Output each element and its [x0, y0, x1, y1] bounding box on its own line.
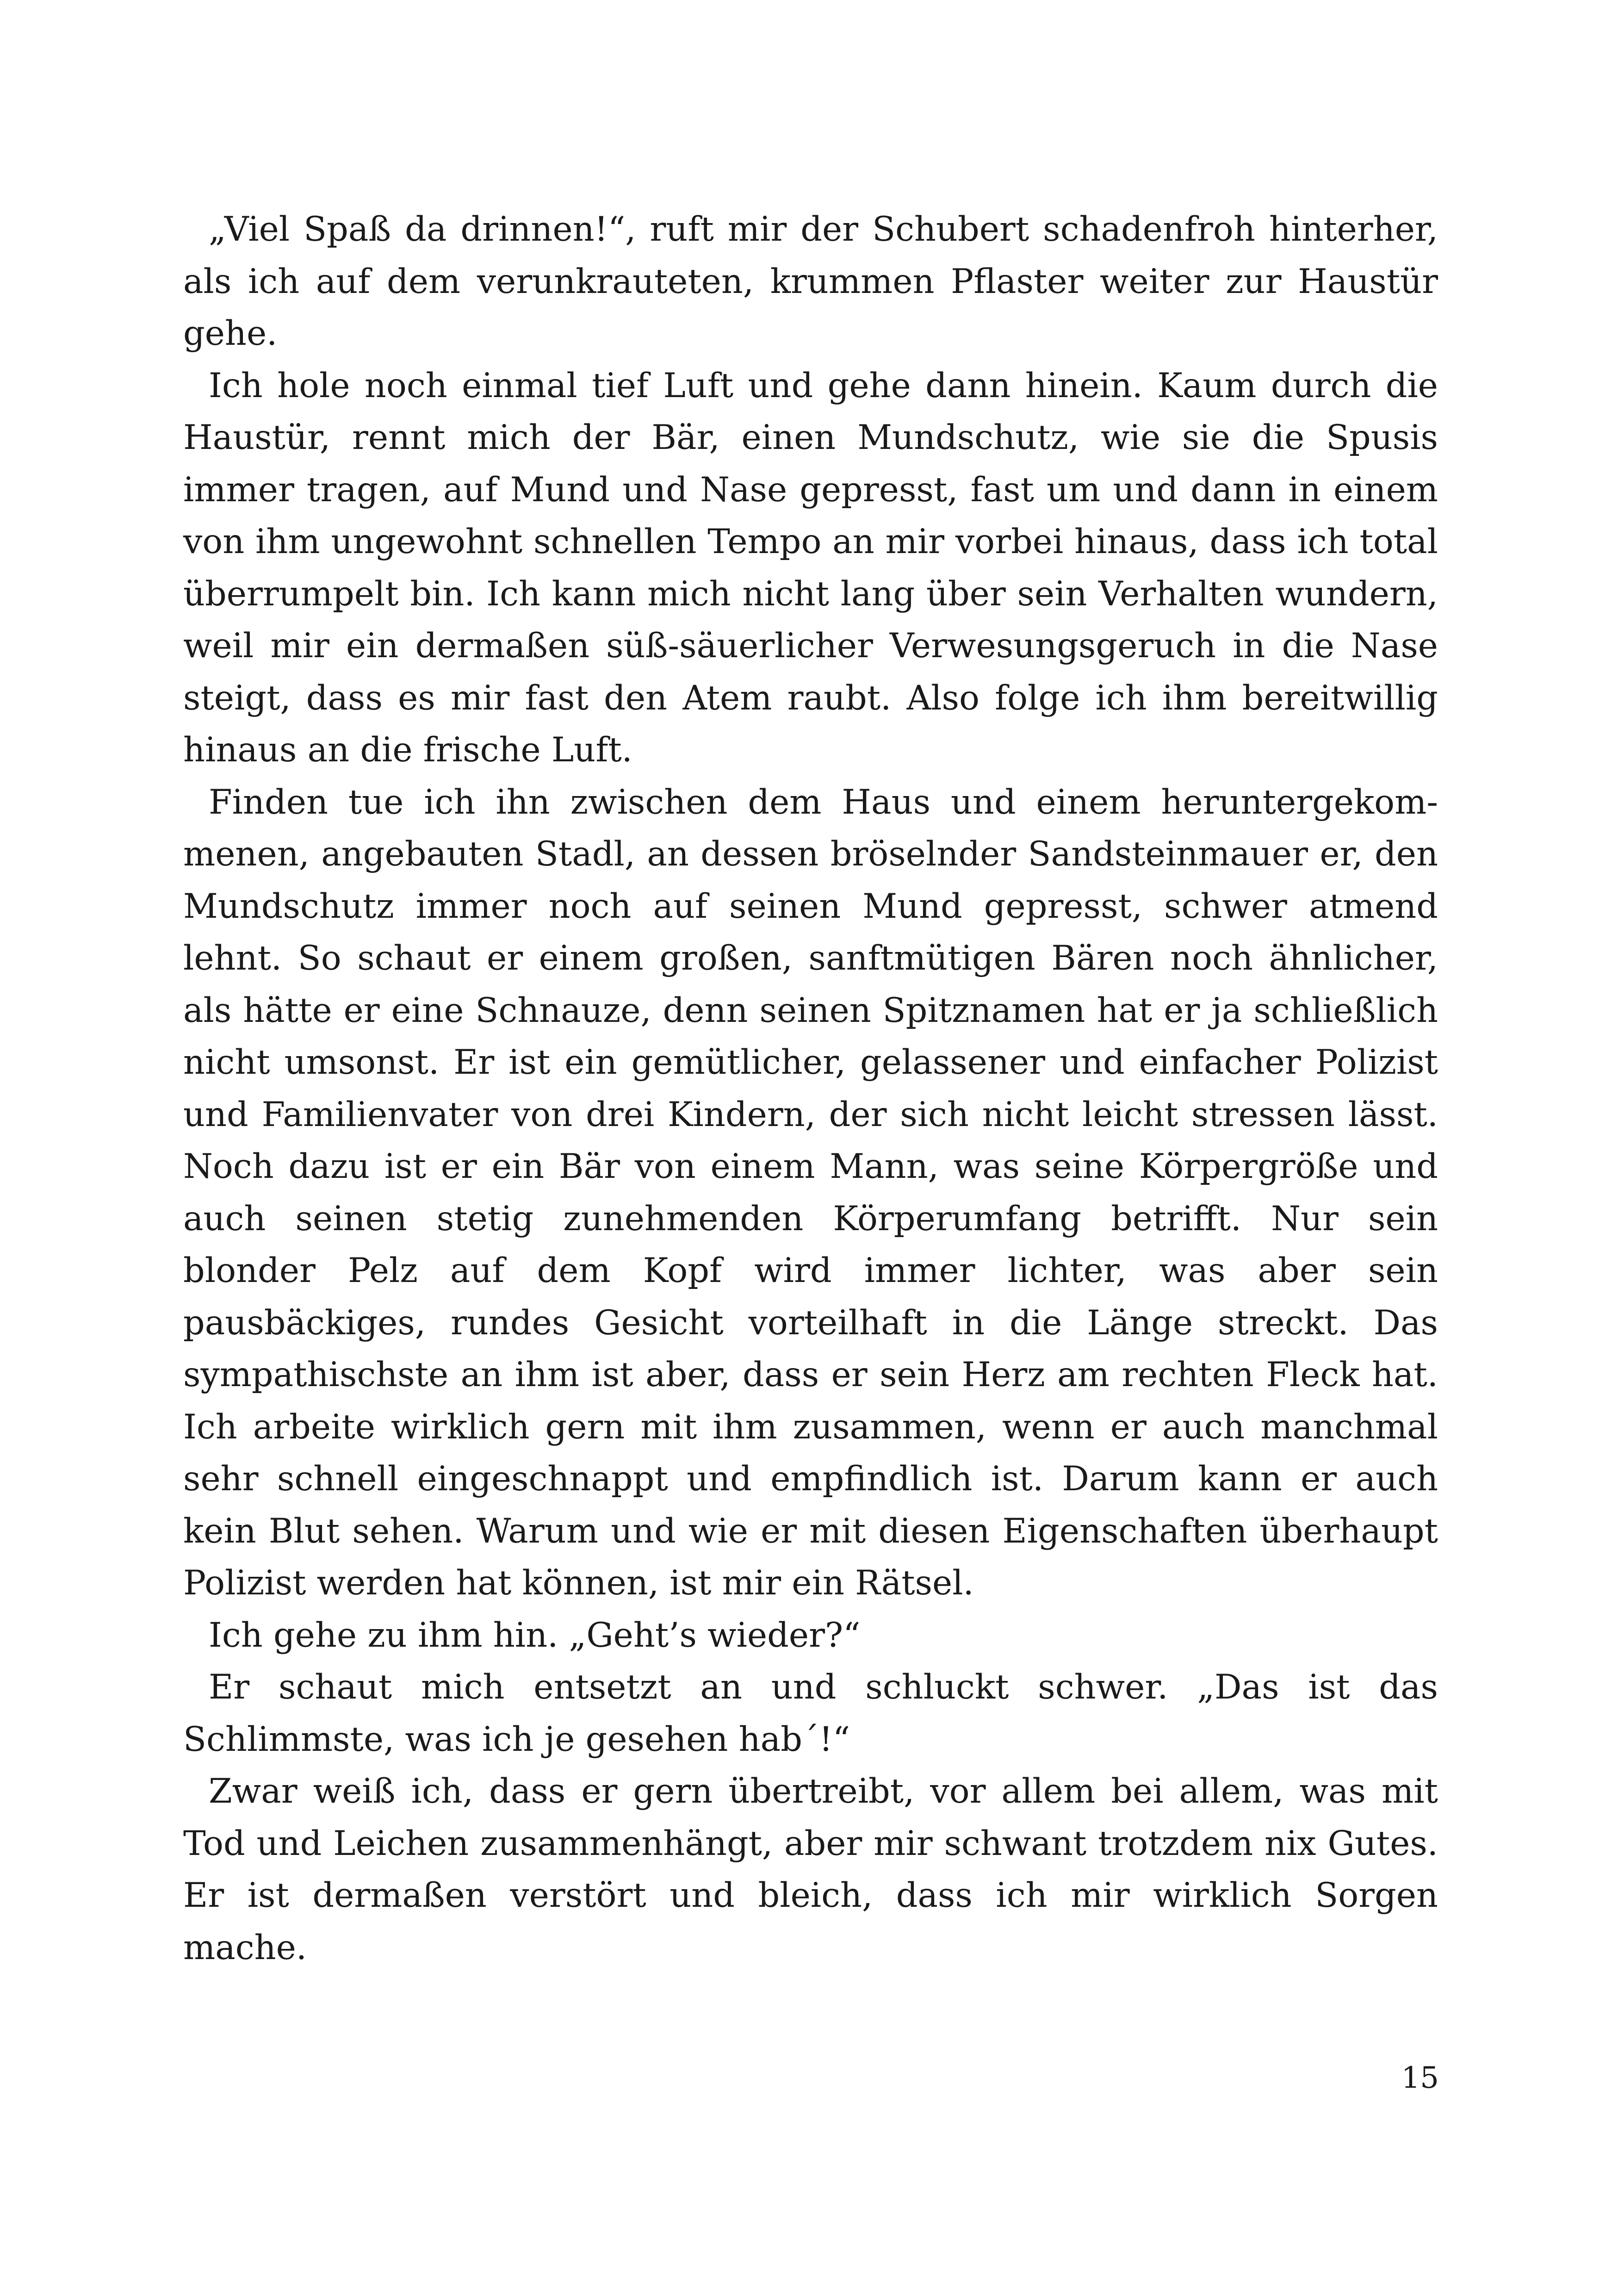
paragraph-5: Er schaut mich entsetzt an und schluckt schwer. „Das ist das Schlimmste, was ich je gesehen hab´!“	[183, 1668, 1438, 1759]
paragraph-1: „Viel Spaß da drinnen!“, ruft mir der Schubert schadenfroh hinterher, als ich auf dem verunkrauteten, krummen Pflaster weiter zur Haustür gehe.	[183, 210, 1438, 353]
paragraph-2: Ich hole noch einmal tief Luft und gehe dann hinein. Kaum durch die Haustür, rennt mich der Bär, einen Mundschutz, wie sie die Spusis immer tragen, auf Mund und Nase gepresst, fast um und dann in einem von ihm ungewohnt schnellen Tempo an mir vorbei hinaus, dass ich total überrumpelt bin. Ich kann mich nicht lang über sein Verhalten wundern, weil mir ein dermaßen süß-säuerlicher Verwesungsgeruch in die Nase steigt, dass es mir fast den Atem raubt. Also folge ich ihm bereitwillig hinaus an die frische Luft.	[183, 366, 1438, 770]
paragraph-6: Zwar weiß ich, dass er gern übertreibt, vor allem bei allem, was mit Tod und Leichen zusammenhängt, aber mir schwant trotzdem nix Gutes. Er ist dermaßen verstört und bleich, dass ich mir wirklich Sorgen mache.	[183, 1772, 1438, 1967]
paragraph-3: Finden tue ich ihn zwischen dem Haus und einem heruntergekommenen, angebauten Stadl, an dessen bröselnder Sandsteinmauer er, den Mundschutz immer noch auf seinen Mund gepresst, schwer atmend lehnt. So schaut er einem großen, sanftmütigen Bären noch ähnlicher, als hätte er eine Schnauze, denn seinen Spitznamen hat er ja schließlich nicht umsonst. Er ist ein gemütlicher, gelassener und einfacher Polizist und Familienvater von drei Kindern, der sich nicht leicht stressen lässt. Noch dazu ist er ein Bär von einem Mann, was seine Körpergröße und auch seinen stetig zunehmenden Körperumfang betrifft. Nur sein blonder Pelz auf dem Kopf wird immer lichter, was aber sein pausbäckiges, rundes Gesicht vorteilhaft in die Länge streckt. Das sympathischste an ihm ist aber, dass er sein Herz am rechten Fleck hat. Ich arbeite wirklich gern mit ihm zusammen, wenn er auch manchmal sehr schnell eingeschnappt und empfindlich ist. Darum kann er auch kein Blut sehen. Warum und wie er mit diesen Eigenschaften überhaupt Polizist werden hat können, ist mir ein Rätsel.	[183, 782, 1438, 1603]
paragraph-4: Ich gehe zu ihm hin. „Geht’s wieder?“	[209, 1615, 861, 1655]
body-text	[183, 204, 1438, 1974]
page-number: 15	[1401, 2061, 1439, 2095]
